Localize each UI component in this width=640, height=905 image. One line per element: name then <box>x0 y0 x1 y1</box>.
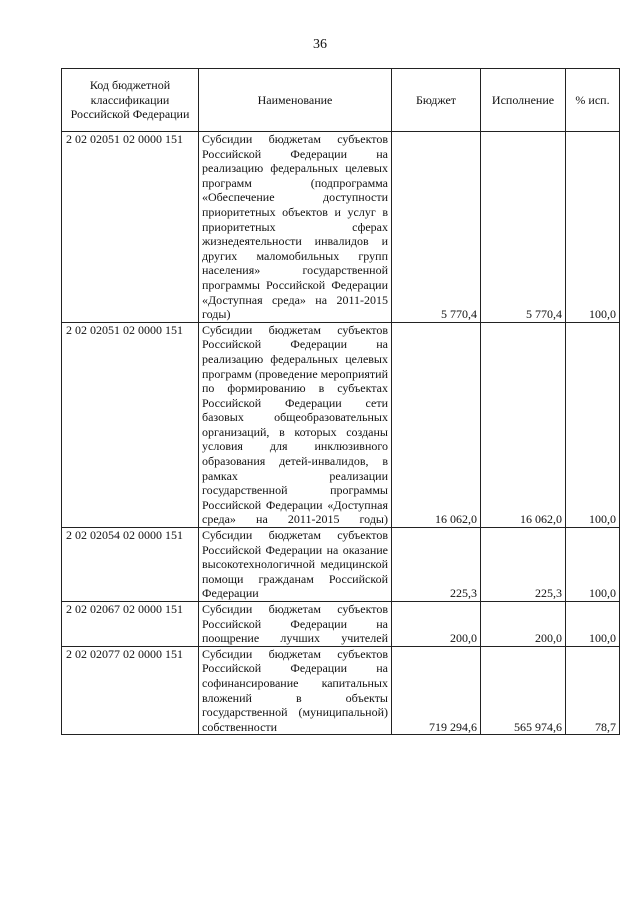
row-name: Субсидии бюджетам субъектов Российской Федерации на поощрение лучших учителей <box>199 602 392 647</box>
row-execution: 225,3 <box>481 528 566 602</box>
row-budget: 5 770,4 <box>392 132 481 323</box>
table-row <box>62 646 620 735</box>
header-budget: Бюджет <box>392 69 481 132</box>
header-name: Наименование <box>199 69 392 132</box>
header-code: Код бюджетной классификации Российской Федерации <box>62 69 199 132</box>
row-code: 2 02 02067 02 0000 151 <box>62 602 199 647</box>
table-row <box>62 132 620 323</box>
row-execution: 565 974,6 <box>481 646 566 735</box>
row-code: 2 02 02051 02 0000 151 <box>62 132 199 323</box>
table-row <box>62 322 620 527</box>
header-execution: Исполнение <box>481 69 566 132</box>
row-percent: 100,0 <box>566 528 620 602</box>
budget-table <box>61 68 620 735</box>
table-row <box>62 602 620 647</box>
row-percent: 100,0 <box>566 322 620 527</box>
header-percent: % исп. <box>566 69 620 132</box>
page-number: 36 <box>313 37 327 52</box>
row-percent: 78,7 <box>566 646 620 735</box>
table-row <box>62 528 620 602</box>
row-name: Субсидии бюджетам субъектов Российской Федерации на оказание высокотехнологичной медицинской помощи гражданам Российской Федерации <box>199 528 392 602</box>
row-execution: 16 062,0 <box>481 322 566 527</box>
row-name: Субсидии бюджетам субъектов Российской Федерации на софинансирование капитальных вложений в объекты государственной (муниципальной) собственности <box>199 646 392 735</box>
row-code: 2 02 02077 02 0000 151 <box>62 646 199 735</box>
row-budget: 225,3 <box>392 528 481 602</box>
row-name: Субсидии бюджетам субъектов Российской Федерации на реализацию федеральных целевых программ (проведение мероприятий по формированию в субъектах Российской Федерации сети базовых общеобразовательных организаций, в которых созданы условия для инклюзивного образования детей-инвалидов, в рамках реализации государственной программы Российской Федерации «Доступная среда» на 2011-2015 годы) <box>199 322 392 527</box>
row-percent: 100,0 <box>566 602 620 647</box>
row-code: 2 02 02054 02 0000 151 <box>62 528 199 602</box>
table-header-row <box>62 69 620 132</box>
row-code: 2 02 02051 02 0000 151 <box>62 322 199 527</box>
row-name: Субсидии бюджетам субъектов Российской Федерации на реализацию федеральных целевых программ (подпрограмма «Обеспечение доступности приоритетных объектов и услуг в приоритетных сферах жизнедеятельности инвалидов и других маломобильных групп населения» государственной программы Российской Федерации «Доступная среда» на 2011-2015 годы) <box>199 132 392 323</box>
row-execution: 200,0 <box>481 602 566 647</box>
row-budget: 200,0 <box>392 602 481 647</box>
row-execution: 5 770,4 <box>481 132 566 323</box>
row-percent: 100,0 <box>566 132 620 323</box>
row-budget: 16 062,0 <box>392 322 481 527</box>
row-budget: 719 294,6 <box>392 646 481 735</box>
